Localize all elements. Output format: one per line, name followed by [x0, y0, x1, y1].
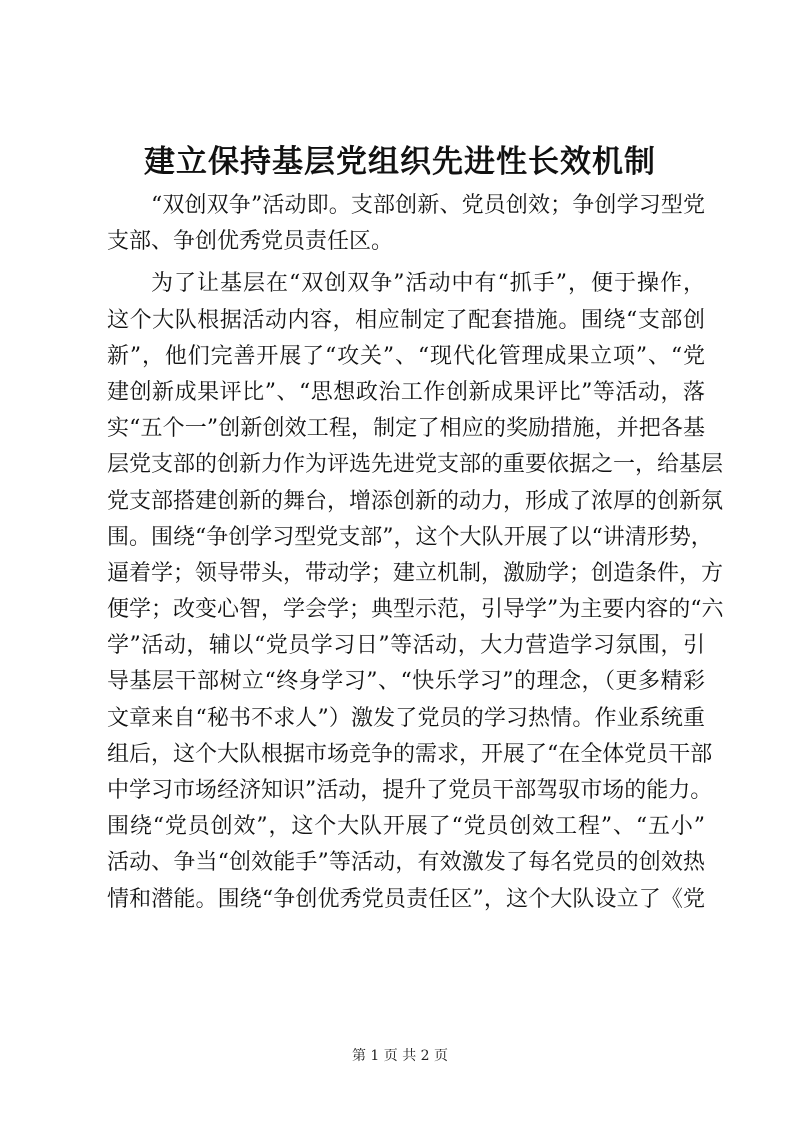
text-line: 实“五个一”创新创效工程，制定了相应的奖励措施，并把各基 — [107, 416, 705, 442]
text-line: “双创双争”活动即。支部创新、党员创效；争创学习型党 — [151, 193, 705, 218]
text-line: 新”，他们完善开展了“攻关”、“现代化管理成果立项”、“党 — [107, 343, 705, 369]
text-line: 学”活动，辅以“党员学习日”等活动，大力营造学习氛围，引 — [107, 633, 705, 659]
paragraph — [107, 266, 724, 917]
text-line: 情和潜能。围绕“争创优秀党员责任区”，这个大队设立了《党 — [107, 886, 705, 912]
text-line: 这个大队根据活动内容，相应制定了配套措施。围绕“支部创 — [107, 307, 705, 333]
document-title: 建立保持基层党组织先进性长效机制 — [144, 144, 656, 180]
text-line: 为了让基层在“双创双争”活动中有“抓手”，便于操作， — [151, 271, 705, 297]
text-line: 层党支部的创新力作为评选先进党支部的重要依据之一，给基层 — [107, 452, 724, 478]
text-line: 活动、争当“创效能手”等活动，有效激发了每名党员的创效热 — [107, 850, 705, 876]
text-line: 支部、争创优秀党员责任区。 — [107, 229, 394, 255]
text-line: 导基层干部树立“终身学习”、“快乐学习”的理念，（更多精彩 — [107, 669, 705, 695]
text-line: 便学；改变心智，学会学；典型示范，引导学”为主要内容的“六 — [107, 597, 724, 623]
document-body — [107, 188, 724, 918]
paragraph — [107, 188, 705, 260]
text-line: 党支部搭建创新的舞台，增添创新的动力，形成了浓厚的创新氛 — [107, 488, 724, 514]
text-line: 围绕“党员创效”，这个大队开展了“党员创效工程”、“五小” — [107, 814, 705, 840]
page-footer: 第 1 页 共 2 页 — [351, 1048, 449, 1064]
text-line: 文章来自“秘书不求人”）激发了党员的学习热情。作业系统重 — [107, 705, 705, 731]
text-line: 组后，这个大队根据市场竞争的需求，开展了“在全体党员干部 — [107, 741, 713, 767]
text-line: 建创新成果评比”、“思想政治工作创新成果评比”等活动，落 — [107, 379, 705, 405]
text-line: 中学习市场经济知识”活动，提升了党员干部驾驭市场的能力。 — [107, 778, 713, 803]
text-line: 围。围绕“争创学习型党支部”，这个大队开展了以“讲清形势， — [107, 524, 713, 550]
text-line: 逼着学；领导带头，带动学；建立机制，激励学；创造条件，方 — [107, 560, 724, 586]
